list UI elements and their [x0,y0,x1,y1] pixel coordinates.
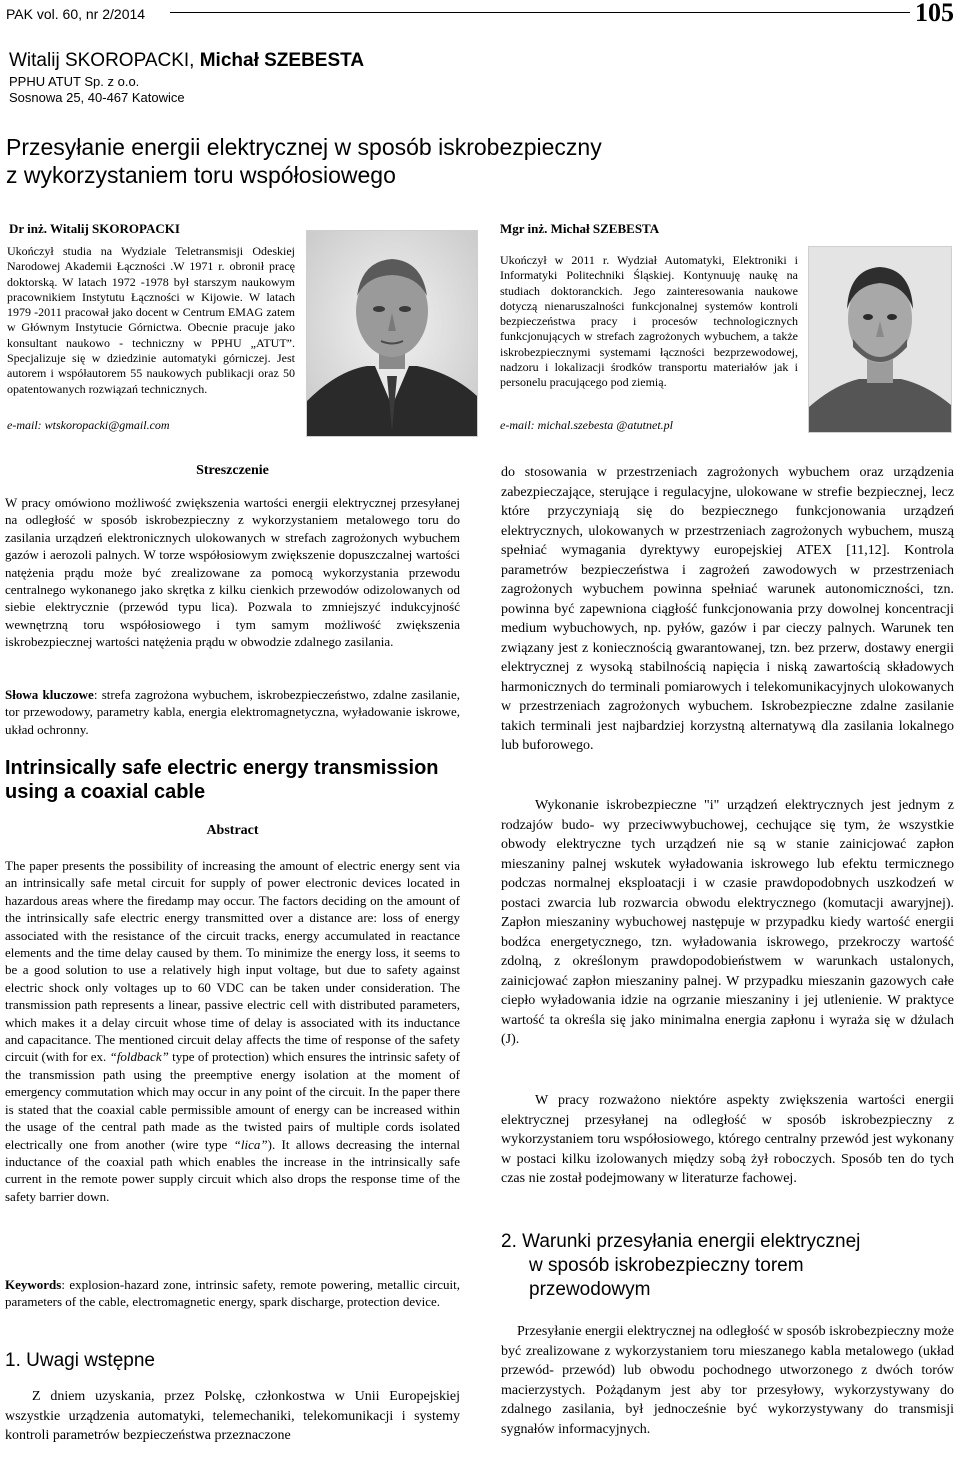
affiliation-address: Sosnowa 25, 40-467 Katowice [9,90,185,105]
bio-right-text: Ukończył w 2011 r. Wydział Automatyki, Elektroniki i Informatyki Politechniki Śląskiej. Kontynuuję naukę na studiach doktoranckich. Jego zainteresowania naukowe dotyczą nienaruszalności funkcjonalnej systemów kontroli bezpieczeństwa pracy i procesów technologicznych funkcjonujących w strefach zagrożonych wybuchem, a także iskrobezpiecznymi systemami łączności bezprzewodowej, nadzoru i lokalizacji środków transportu materiałów jak i personelu pracującego pod ziemią. [500,253,798,390]
article-title-pl [6,133,926,189]
title-en-line1: Intrinsically safe electric energy transmission [5,757,439,779]
keywords-pl-label: Słowa kluczowe [5,687,94,702]
abstract-foldback: “foldback” [109,1049,169,1065]
bio-right-email: e-mail: michal.szebesta @atutnet.pl [500,418,674,432]
keywords-pl [5,686,460,738]
authors-regular: Witalij SKOROPACKI, [9,50,200,71]
section1-heading: 1. Uwagi wstępne [5,1350,155,1371]
section2-heading [501,1230,954,1302]
bio-left-email: e-mail: wtskoropacki@gmail.com [7,418,170,432]
keywords-en-text: : explosion-hazard zone, intrinsic safety, remote powering, metallic circuit, parameters of the cable, electromagnetic energy, spark discharge, protection device. [5,1277,460,1310]
bio-right-name: Mgr inż. Michał SZEBESTA [500,221,660,236]
abstract-heading: Abstract [206,823,259,838]
author-photo-skoropacki [306,230,478,437]
keywords-en-label: Keywords [5,1277,62,1292]
title-en-line2: using a coaxial cable [5,781,206,803]
keywords-pl-text: : strefa zagrożona wybuchem, iskrobezpieczeństwo, zdalne zasilanie, tor przewodowy, parametry kabla, energia elektromagnetyczna, wyładowanie iskrowe, układ ochronny. [5,687,461,737]
abstract-text [5,857,460,1205]
section2-heading-line3: przewodowym [529,1279,651,1300]
abstract-part2: type of protection) which ensures the intrinsic safety of the transmission path using the preemptive energy isolation at the moment of emergency commutation which may occur in any point of the circuit. In the paper there is stated that the coaxial cable permissible amount of energy can be increased within the usage of the central path made as the twisted pairs of multiple cords isolated electrically one from another (wire type [5,1049,461,1152]
streszczenie-heading: Streszczenie [196,463,269,478]
abstract-lica: “lica” [233,1136,268,1152]
authors [9,50,364,72]
author-photo-szebesta [808,246,952,433]
header-rule [170,12,910,13]
page-number: 105 [915,0,954,27]
streszczenie-text: W pracy omówiono możliwość zwiększenia wartości energii elektrycznej przesyłanej na odległość w sposób iskrobezpieczny z wykorzystaniem metalowego toru do zasilania urządzeń elektronicznych ulokowanych w strefach zagrożonych wybuchem gazów i aerozoli palnych. W torze współosiowym zwiększenie dopuszczalnej wartości natężenia prądu może być zrealizowane za pomocą wykorzystania przewodu centralnego wykonanego jako skrętka z kilku cienkich przewodów odizolowanych od siebie elektrycznie (przewód typu lica). Pozwala to zmniejszyć indukcyjność wewnętrzną toru współosiowego i tym samym możliwość zwiększenia iskrobezpiecznej wartości natężenia prądu w obwodzie zdalnego zasilania. [5,495,460,650]
keywords-en [5,1276,460,1311]
journal-reference: PAK vol. 60, nr 2/2014 [6,6,146,22]
abstract-part3: ). It allows decreasing the internal inductance of the coaxial path which enables the increase in the intrinsically safe current in the remote power supply circuit which also drops the response time of the safety barrier down. [5,1136,460,1204]
section1-text: Z dniem uzyskania, przez Polskę, członkostwa w Unii Europejskiej wszystkie urządzenia automatyki, telemechaniki, telekomunikacji i systemy kontroli parametrów bezpieczeństwa przeznaczone [5,1389,460,1443]
intro-paragraph-2: Wykonanie iskrobezpieczne "i" urządzeń elektrycznych jest jednym z rodzajów budo- wy przeciwwybuchowej, cechujące się tym, że wszystkie obwody elektryczne tych urządzeń nie są w stanie zainicjować zapłon mieszaniny palnej wskutek wyładowania iskrowego lub efektu termicznego podczas normalnej eksploatacji i w czasie prawdopodobnych uszkodzeń w postaci zwarcia lub rozwarcia obwodu elektrycznego (komutacji awaryjnej). Zapłon mieszaniny wybuchowej następuje w przypadku kiedy wartość energii bodźca energetycznego, tzn. wyładowania iskrowego, przekroczy wartość zdolną, z określonym prawdopodobieństwem w warunkach ustalonych, zainicjować zapłon mieszaniny palnej. W przypadku mieszanin gazowych całe ciepło wyładowania idzie na ogrzanie mieszaniny i jej utlenienie. W praktyce wartość ta określa się jako minimalna energia zapłonu i wyraża się w dżulach (J). [501,798,954,1047]
bio-left-name: Dr inż. Witalij SKOROPACKI [9,221,180,236]
intro-paragraph-1: do stosowania w przestrzeniach zagrożonych wybuchem oraz urządzenia zabezpieczające, sterujące i regulacyjne, ulokowane w strefie bezpiecznej, lecz które przyczyniają się do bezpiecznego funkcjonowania urządzeń elektrycznych, ulokowanych w przestrzeniach zagrożonych wybuchem, muszą spełniać wymagania dyrektywy europejskiej ATEX [11,12]. Kontrola parametrów bezpieczeństwa i zagrożeń zawodowych w przestrzeniach zagrożonych wybuchem powinna spełniać warunek autonomiczności, tzn. powinna być zapewniona ciągłość funkcjonowania przy dowolnej koncentracji medium wybuchowych, np. pyłów, gazów i par cieczy palnych. Warunek ten związany jest z koniecznością gwarantowanej, tzn. bez przerw, dostawy energii elektrycznej z wysoką stabilnością napięcia i niską zawartością składowych harmonicznych do terminali pomiarowych i telekomunikacyjnych ulokowanych w przestrzeniach zagrożonych wybuchem. Iskrobezpieczne zdalne zasilanie takich terminali jest najbardziej korzystną alternatywą dla zasilania lokalnego lub buforowego. [501,465,954,753]
abstract-part1: The paper presents the possibility of increasing the amount of electric energy sent via an intrinsically safe metal circuit for supply of power electronic devices located in hazardous areas where the firedamp may occur. The factors deciding on the amount of the intrinsically safe electric energy transmitted over a distance are: loss of energy associated with the resistance of the circuit tracks, energy accumulated in reactance elements and the time delay caused by them. To minimize the energy loss, it seems to be a good solution to use a relatively high input voltage, but due to safety against electric shock only voltages up to 60 VDC can be taken under consideration. The transmission path represents a linear, passive electric cell with distributed parameters, which makes it a delay circuit whose time of delay is associated with its inductance and capacitance. The mentioned circuit delay affects the time of response of the safety circuit (with for ex. [5,858,460,1065]
section2-heading-line1: 2. Warunki przesyłania energii elektrycznej [501,1231,861,1252]
section2-paragraph-1: Przesyłanie energii elektrycznej na odległość w sposób iskrobezpieczny może być zrealizowane z wykorzystaniem toru mieszanego kabla metalowego (układ przewód- przewód) lub obwodu pochodnego utworzonego z dwóch torów macierzystych. Pożądanym jest aby tor przesyłowy, wykorzystywany do zdalnego zasilania, był jednocześnie być wykorzystywany do transmisji sygnałów informacyjnych. [501,1324,954,1437]
bio-left-text: Ukończył studia na Wydziale Teletransmisji Odeskiej Narodowej Akademii Łączności .W 1971 r. obronił pracę doktorską. W latach 1972 -1978 był starszym naukowym pracownikiem Instytutu Łączności w Kijowie. W latach 1979 -2011 pracował jako docent w Centrum EMAG zatem w Głównym Instytucie Górnictwa. Obecnie pracuje jako konsultant naukowo - techniczny w PPHU „ATUT”. Specjalizuje się w dziedzinie automatyki górniczej. Jest autorem i współautorem 55 naukowych publikacji oraz 50 opatentowanych rozwiązań technicznych. [7,244,295,396]
authors-bold: Michał SZEBESTA [199,50,365,71]
title-pl-line1: Przesyłanie energii elektrycznej w sposób iskrobezpieczny [6,134,602,160]
affiliation-company: PPHU ATUT Sp. z o.o. [9,74,140,89]
title-pl-line2: z wykorzystaniem toru współosiowego [6,162,396,188]
article-title-en [5,756,460,804]
section2-heading-line2: w sposób iskrobezpieczny torem [529,1255,804,1276]
intro-paragraph-3: W pracy rozważono niektóre aspekty zwiększenia wartości energii elektrycznej przesyłanej na odległość w sposób iskrobezpieczny z wykorzystaniem toru współosiowego, którego centralny przewód jest wykonany w postaci kilku izolowanych między sobą żył roboczych. Sposób ten do tych czas nie został podejmowany w literaturze fachowej. [501,1093,954,1186]
